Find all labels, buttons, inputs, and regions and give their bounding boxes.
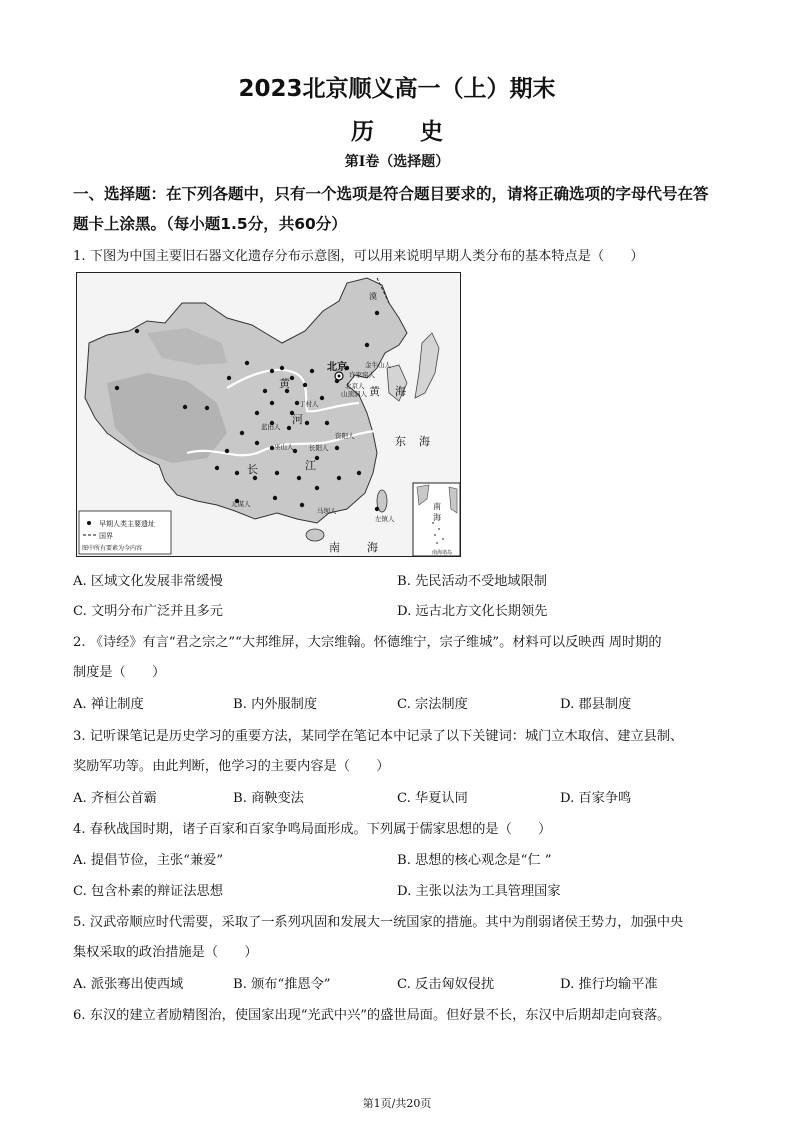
question-2-stem-1: 2. 《诗经》有言“君之宗之”“大邦维屏，大宗维翰。怀德维宁，宗子维城”。材料可以反映西 周时期的: [73, 635, 662, 650]
map-label-beijing: 北京: [327, 362, 347, 373]
q5-option-a: A. 派张骞出使西域: [73, 977, 184, 992]
map-site-xujiayao: 许家窑人: [349, 371, 375, 379]
q3-option-b: B. 商鞅变法: [233, 791, 304, 806]
q2-option-a: A. 禅让制度: [73, 697, 144, 712]
map-site-changyang: 长阳人: [309, 444, 329, 452]
q4-option-b: B. 思想的核心观念是“仁 ”: [397, 853, 552, 868]
map-site-jinniushan: 金牛山人: [365, 361, 391, 369]
question-4-stem: 4. 春秋战国时期，诸子百家和百家争鸣局面形成。下列属于儒家思想的是（ ）: [73, 822, 552, 837]
q5-option-c: C. 反击匈奴侵扰: [397, 977, 495, 992]
map-label-jiang: 江: [305, 459, 316, 472]
subject-title: 历 史: [351, 119, 443, 145]
map-site-dingcun: 丁村人: [299, 400, 319, 408]
instructions-line-1: 一、选择题：在下列各题中，只有一个选项是符合题目要求的，请将正确选项的字母代号在答: [73, 185, 709, 203]
map-inset-note: 南海诸岛: [432, 550, 453, 556]
legend-border: 国界: [99, 532, 113, 540]
question-1-stem: 1. 下图为中国主要旧石器文化遗存分布示意图，可以用来说明早期人类分布的基本特点是（ ）: [73, 249, 644, 264]
q4-option-d: D. 主张以法为工具管理国家: [397, 884, 561, 899]
map-label-donghai-2: 海: [419, 435, 430, 448]
legend-note: 图中所有要素为今内容: [82, 545, 143, 552]
q5-option-d: D. 推行均输平准: [560, 977, 658, 992]
paleolithic-sites-map: [76, 272, 461, 557]
q2-option-b: B. 内外服制度: [233, 697, 318, 712]
map-label-huang: 黄: [279, 377, 290, 390]
map-site-shandingdong: 山顶洞人: [341, 390, 367, 398]
question-5-stem-1: 5. 汉武帝顺应时代需要，采取了一系列巩固和发展大一统国家的措施。其中为削弱诸侯王势力，加强中央: [73, 915, 684, 930]
q3-option-d: D. 百家争鸣: [560, 791, 632, 806]
q1-option-b: B. 先民活动不受地域限制: [397, 574, 547, 589]
q1-option-d: D. 远古北方文化长期领先: [397, 604, 548, 619]
q1-option-c: C. 文明分布广泛并且多元: [73, 604, 223, 619]
q4-option-a: A. 提倡节俭，主张“兼爱”: [73, 853, 224, 868]
q3-option-c: C. 华夏认同: [397, 791, 468, 806]
q2-option-d: D. 郡县制度: [560, 697, 632, 712]
q4-option-c: C. 包含朴素的辩证法思想: [73, 884, 223, 899]
map-label-nanhai-1: 南: [329, 541, 340, 554]
question-3-stem-1: 3. 记听课笔记是历史学习的重要方法，某同学在笔记本中记录了以下关键词：城门立木取信、建立县制、: [73, 729, 684, 744]
map-label-chang: 长: [247, 463, 258, 476]
question-6-stem: 6. 东汉的建立者励精图治，使国家出现“光武中兴”的盛世局面。但好景不长，东汉中后期却走向衰落。: [73, 1008, 671, 1023]
volume-heading: 第Ⅰ卷（选择题）: [344, 154, 450, 170]
legend-sites: 早期人类主要遗址: [99, 520, 155, 528]
exam-title: 2023北京顺义高一（上）期末: [238, 76, 556, 102]
page-footer: 第1页/共20页: [362, 1097, 432, 1110]
question-3-stem-2: 奖励军功等。由此判断，他学习的主要内容是（ ）: [73, 759, 390, 774]
map-inset-hai: 海: [433, 513, 441, 522]
map-site-wushan: 巫山人: [274, 443, 294, 451]
map-site-ziyang: 资阳人: [335, 432, 355, 440]
question-2-stem-2: 制度是（ ）: [73, 665, 166, 680]
map-site-lantian: 蓝田人: [261, 423, 281, 431]
map-label-mohe: 漠: [369, 292, 377, 301]
q5-option-b: B. 颁布“推恩令”: [233, 977, 331, 992]
question-5-stem-2: 集权采取的政治措施是（ ）: [73, 945, 258, 960]
map-label-donghai-1: 东: [395, 435, 406, 448]
q1-option-a: A. 区域文化发展非常缓慢: [73, 574, 223, 589]
instructions-line-2: 题卡上涂黑。（每小题1.5分，共60分）: [73, 215, 347, 233]
map-inset-nan: 南: [433, 502, 441, 511]
map-label-huanghai-2: 海: [395, 385, 406, 398]
map-site-beijingren: 北京人: [345, 382, 365, 390]
map-label-nanhai-2: 海: [367, 541, 378, 554]
q2-option-c: C. 宗法制度: [397, 697, 468, 712]
map-label-he: 河: [292, 413, 303, 426]
map-site-maba: 马坝人: [317, 507, 337, 515]
q3-option-a: A. 齐桓公首霸: [73, 791, 157, 806]
map-site-yuanmou: 元谋人: [231, 500, 251, 508]
map-label-huanghai-1: 黄: [369, 385, 380, 398]
map-site-zuozhen: 左镇人: [375, 515, 395, 523]
